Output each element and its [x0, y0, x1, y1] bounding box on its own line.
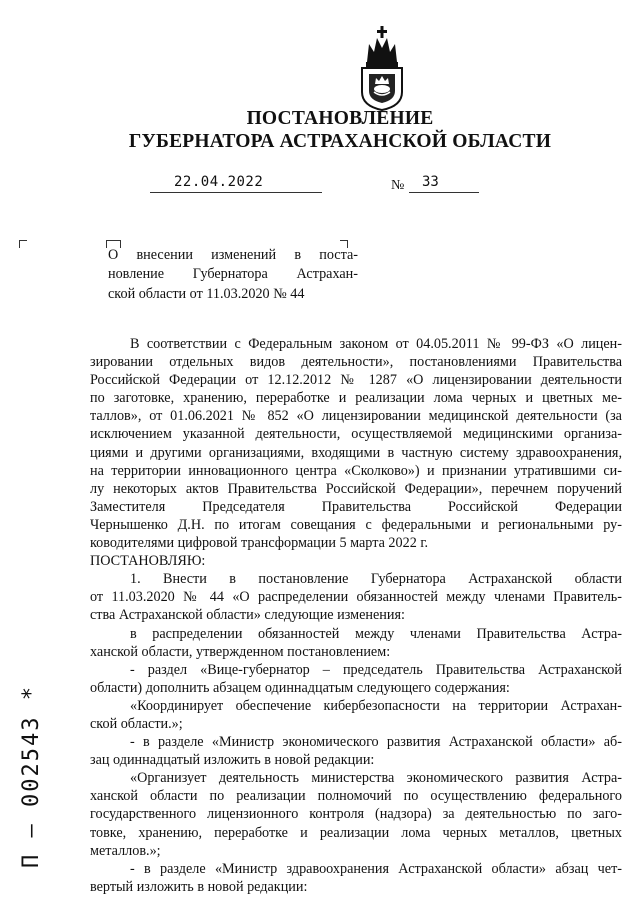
resolution-heading: ПОСТАНОВЛЯЮ:	[90, 553, 206, 570]
body-line: области) дополнить абзацем одиннадцатым следующего содержания:	[90, 679, 510, 696]
body-line: 1. Внести в постановление Губернатора Астраханской области	[130, 571, 622, 588]
body-line: Российской Федерации от 12.12.2012 № 1287 «О лицензировании деятельности	[90, 372, 622, 389]
document-title-line1: ПОСТАНОВЛЕНИЕ	[246, 108, 434, 129]
body-line: зац одиннадцатый изложить в новой редакции:	[90, 752, 375, 769]
document-number: 33	[422, 174, 439, 190]
body-line: от 11.03.2020 № 44 «О распределении обязанностей между членами Правитель-	[90, 589, 622, 606]
subject-line: ской области от 11.03.2020 № 44	[108, 285, 305, 302]
body-line: на территории инновационного центра «Сколково») и признании утратившими си-	[90, 462, 622, 479]
number-sign: №	[391, 178, 405, 193]
body-line: «Координирует обеспечение кибербезопасности на территории Астрахан-	[130, 697, 622, 714]
body-line: В соответствии с Федеральным законом от 04.05.2011 № 99-ФЗ «О лицен-	[130, 336, 622, 352]
body-line: - в разделе «Министр экономического развития Астраханской области» аб-	[130, 734, 622, 751]
body-line: зировании отдельных видов деятельности», постановлениями Правительства	[90, 354, 622, 371]
body-line: таллов», от 01.06.2021 № 852 «О лицензировании медицинской деятельности (за	[90, 408, 622, 425]
margin-corner-mark	[19, 240, 27, 248]
body-line: - раздел «Вице-губернатор – председатель Правительства Астраханской	[130, 661, 622, 678]
body-line: Заместителя Председателя Правительства Российской Федерации	[90, 498, 622, 515]
body-line: по заготовке, хранению, переработке и реализации лома черных и цветных ме-	[90, 390, 622, 407]
subject-line: новление Губернатора Астрахан-	[108, 266, 358, 283]
date-underline	[150, 192, 322, 193]
body-line: ства Астраханской области» следующие изменения:	[90, 607, 405, 624]
body-line: вертый изложить в новой редакции:	[90, 878, 308, 895]
document-subject	[108, 246, 358, 304]
body-line: государственного лицензионного контроля (надзора) за деятельностью по заго-	[90, 806, 622, 823]
body-line: лу некоторых актов Правительства Российской Федерации», перечнем поручений	[90, 480, 622, 497]
document-body	[90, 335, 622, 896]
body-line: ской области.»;	[90, 715, 183, 732]
body-line: исключением указанной деятельности, осуществляемой медицинскими организа-	[90, 426, 622, 443]
coat-of-arms-icon	[357, 22, 407, 112]
registration-code: П – 002543 *	[19, 685, 44, 868]
body-line: циями и другими организациями, входящими в частную систему здравоохранения,	[90, 444, 622, 461]
body-line: металлов.»;	[90, 842, 161, 859]
body-line: в распределении обязанностей между членами Правительства Астра-	[130, 625, 622, 642]
number-underline	[409, 192, 479, 193]
body-line: ководителями цифровой трансформации 5 марта 2022 г.	[90, 535, 429, 552]
body-line: ханской области, утвержденном постановлением:	[90, 643, 391, 660]
document-title-line2: ГУБЕРНАТОРА АСТРАХАНСКОЙ ОБЛАСТИ	[128, 131, 552, 152]
registration-stamp	[8, 625, 48, 870]
body-line: товке, хранению, переработке и реализации лома черных металлов, цветных	[90, 824, 622, 841]
subject-line: О внесении изменений в поста-	[108, 247, 358, 263]
body-line: ханской области по реализации полномочий по осуществлению федерального	[90, 788, 622, 805]
body-line: «Организует деятельность министерства экономического развития Астра-	[130, 770, 622, 787]
document-date: 22.04.2022	[174, 174, 264, 190]
body-line: - в разделе «Министр здравоохранения Астраханской области» абзац чет-	[130, 860, 622, 877]
body-line: Чернышенко Д.Н. по итогам совещания с федеральными и региональными ру-	[90, 516, 622, 533]
